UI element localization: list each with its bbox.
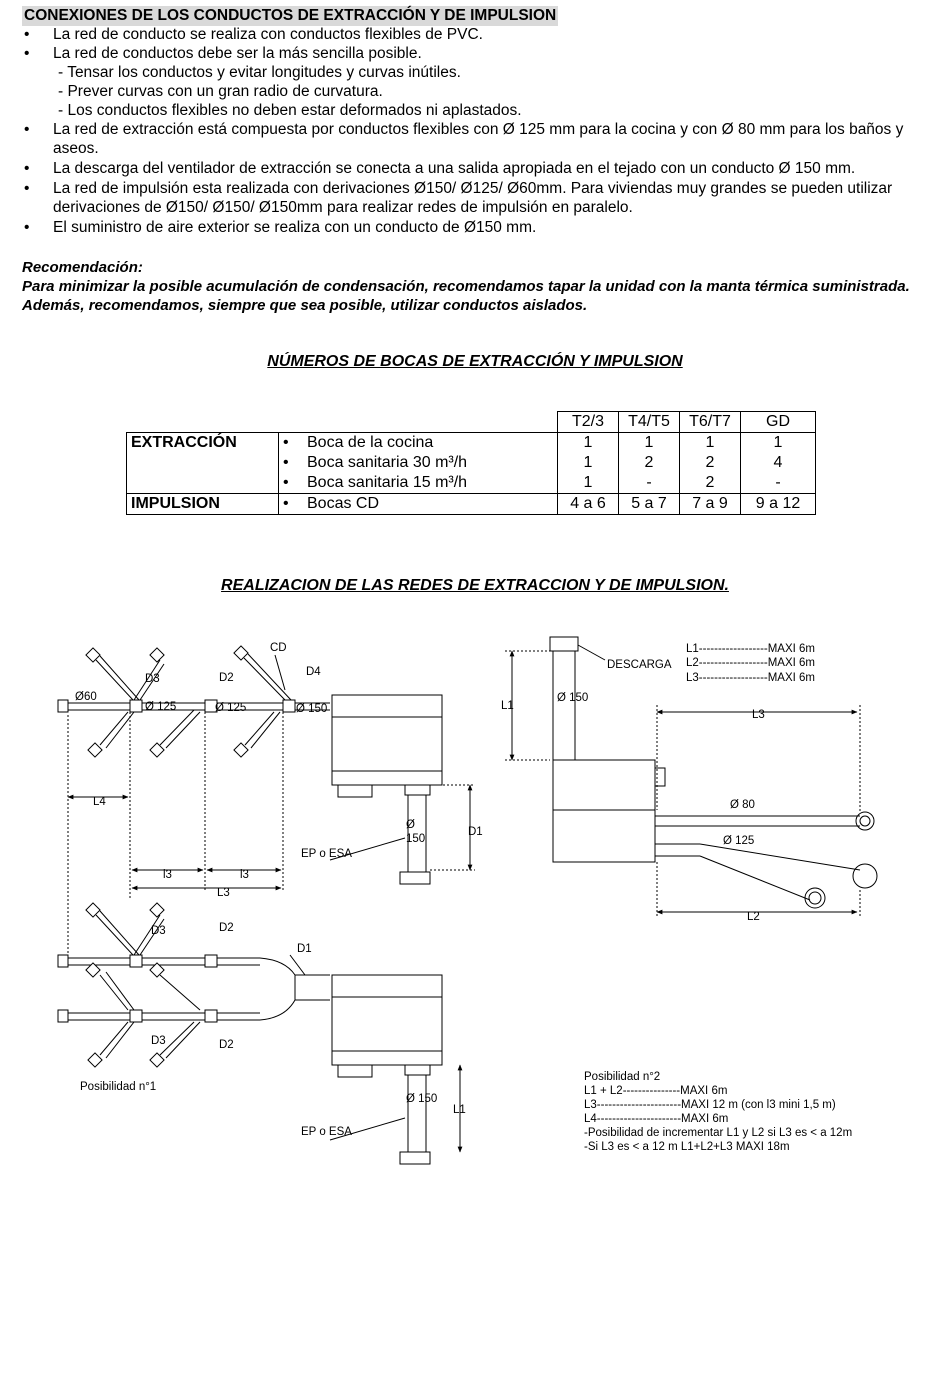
bullet-text: La red de impulsión esta realizada con derivaciones Ø150/ Ø125/ Ø60mm. Para viviendas muy grandes se pueden utilizar derivaciones de Ø150/ Ø150/ Ø150mm para realizar redes de impulsión en paralelo. [53, 180, 893, 216]
posibilidad-2-line: L3----------------------MAXI 12 m (con l3 mini 1,5 m) [584, 1099, 836, 1111]
row-label-text: Boca de la cocina [307, 434, 434, 451]
bullet-dot: • [283, 474, 289, 491]
posibilidad-2-line: -Posibilidad de incrementar L1 y L2 si L3 es < a 12m [584, 1127, 853, 1139]
cell: 1 [619, 433, 680, 454]
cell: 4 [741, 453, 816, 473]
category-extraccion: EXTRACCIÓN [127, 433, 279, 494]
label-l3-small: l3 [163, 869, 172, 881]
cell: 5 a 7 [619, 494, 680, 515]
label-d1: D1 [468, 826, 483, 838]
label-l1: L1 [453, 1104, 466, 1116]
cell: 1 [558, 433, 619, 454]
bullet-dot: • [24, 180, 30, 197]
label-l3-small: l3 [240, 869, 249, 881]
posibilidad-2-line: Posibilidad n°2 [584, 1071, 661, 1083]
sub-list-item: - Prever curvas con un gran radio de curvatura. [58, 83, 383, 100]
posibilidad-2-line: L4----------------------MAXI 6m [584, 1113, 729, 1125]
bullet-dot: • [24, 219, 30, 236]
cell: 2 [680, 473, 741, 494]
table-title: NÚMEROS DE BOCAS DE EXTRACCIÓN Y IMPULSION [267, 353, 683, 370]
col-header: T4/T5 [619, 412, 680, 433]
label-d4: D4 [306, 666, 321, 678]
label-150: 150 [406, 833, 426, 845]
bullet-dot: • [24, 45, 30, 62]
label-l2: L2 [747, 911, 760, 923]
label-posibilidad-1: Posibilidad n°1 [80, 1081, 157, 1093]
label-d3: D3 [145, 673, 160, 685]
recommendation-text: Para minimizar la posible acumulación de condensación, recomendamos tapar la unidad con la manta térmica suministrada. Además, recomendamos, siempre que sea posible, utilizar conductos aislados. [22, 278, 910, 314]
bullet-dot: • [24, 121, 30, 138]
cell: 1 [741, 433, 816, 454]
cell: 1 [558, 453, 619, 473]
col-header: T2/3 [558, 412, 619, 433]
bullet-dot: • [24, 160, 30, 177]
label-d2: D2 [219, 922, 234, 934]
label-dia125: Ø 125 [215, 702, 247, 714]
cell: 2 [619, 453, 680, 473]
posibilidad-2-line: L1 + L2---------------MAXI 6m [584, 1085, 728, 1097]
maxi-line: L2------------------MAXI 6m [686, 657, 816, 669]
cell: 7 a 9 [680, 494, 741, 515]
cell: 2 [680, 453, 741, 473]
label-l1: L1 [501, 700, 514, 712]
impulsion-network-bottom [58, 903, 330, 1067]
label-d2: D2 [219, 672, 234, 684]
sub-list-item: - Los conductos flexibles no deben estar deformados ni aplastados. [58, 102, 522, 119]
label-ep-esa: EP o ESA [301, 848, 352, 860]
cell: 4 a 6 [558, 494, 619, 515]
label-dia125: Ø 125 [145, 701, 177, 713]
maxi-line: L1------------------MAXI 6m [686, 643, 816, 655]
label-descarga: DESCARGA [607, 659, 672, 671]
category-impulsion: IMPULSION [127, 494, 279, 515]
section-heading: CONEXIONES DE LOS CONDUCTOS DE EXTRACCIÓN Y DE IMPULSION [24, 7, 557, 24]
posibilidad-2-line: -Si L3 es < a 12 m L1+L2+L3 MAXI 18m [584, 1141, 790, 1153]
label-dia60: Ø60 [75, 691, 97, 703]
cell: - [741, 473, 816, 494]
bullet-text: La red de conductos debe ser la más sencilla posible. [53, 45, 422, 62]
cell: 1 [680, 433, 741, 454]
label-dia: Ø [406, 819, 415, 831]
cell: 1 [558, 473, 619, 494]
bullet-dot: • [283, 434, 289, 451]
bullet-text: La red de extracción está compuesta por conductos flexibles con Ø 125 mm para la cocina y con Ø 80 mm para los baños y aseos. [53, 121, 904, 157]
label-dia80: Ø 80 [730, 799, 755, 811]
label-d1: D1 [297, 943, 312, 955]
diagram-title: REALIZACION DE LAS REDES DE EXTRACCION Y DE IMPULSION. [221, 577, 729, 594]
bullet-text: La descarga del ventilador de extracción se conecta a una salida apropiada en el tejado con un conducto Ø 150 mm. [53, 160, 856, 177]
bullet-dot: • [283, 495, 289, 512]
label-dia125: Ø 125 [723, 835, 755, 847]
bullet-dot: • [283, 454, 289, 471]
label-dia150: Ø 150 [296, 703, 328, 715]
label-d2: D2 [219, 1039, 234, 1051]
label-cd: CD [270, 642, 287, 654]
label-l3: L3 [752, 709, 765, 721]
bullet-text: La red de conducto se realiza con conductos flexibles de PVC. [53, 26, 483, 43]
label-l4: L4 [93, 796, 106, 808]
label-ep-esa: EP o ESA [301, 1126, 352, 1138]
impulsion-network-top [58, 646, 330, 757]
label-dia150: Ø 150 [557, 692, 589, 704]
recommendation-title: Recomendación: [22, 259, 143, 276]
label-d3: D3 [151, 925, 166, 937]
sub-list-item: - Tensar los conductos y evitar longitudes y curvas inútiles. [58, 64, 461, 81]
col-header: GD [741, 412, 816, 433]
label-d3: D3 [151, 1035, 166, 1047]
label-l3: L3 [217, 887, 230, 899]
maxi-line: L3------------------MAXI 6m [686, 672, 816, 684]
bullet-text: El suministro de aire exterior se realiza con un conducto de Ø150 mm. [53, 219, 537, 236]
row-label-text: Bocas CD [307, 495, 380, 512]
label-dia150: Ø 150 [406, 1093, 438, 1105]
row-label-text: Boca sanitaria 15 m³/h [307, 474, 468, 491]
col-header: T6/T7 [680, 412, 741, 433]
cell: - [619, 473, 680, 494]
row-label-text: Boca sanitaria 30 m³/h [307, 454, 468, 471]
bullet-dot: • [24, 26, 30, 43]
cell: 9 a 12 [741, 494, 816, 515]
